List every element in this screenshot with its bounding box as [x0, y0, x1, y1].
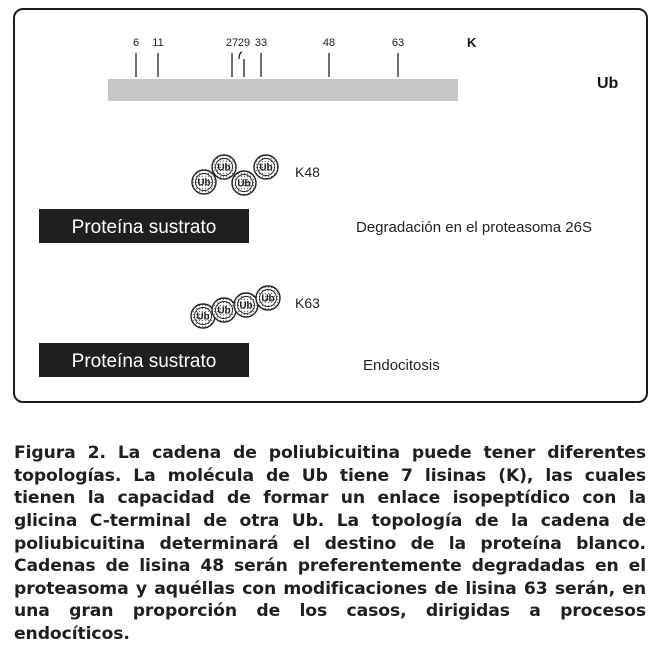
ub-bead: [256, 286, 280, 310]
k48-ub-chain: [192, 155, 278, 195]
lysine-tick-label: 48: [322, 37, 336, 49]
k48-fate-label: Degradación en el proteasoma 26S: [356, 219, 592, 236]
k48-chain: [39, 155, 592, 243]
lysine-axis-label: K: [467, 35, 477, 50]
lysine-ticks: [133, 37, 404, 77]
lysine-tick-label: 63: [391, 37, 405, 49]
k48-substrate-label: Proteína sustrato: [71, 217, 217, 238]
lysine-tick-label: 27: [225, 37, 239, 49]
ub-molecule-bar: [108, 79, 458, 101]
ub-bead: [212, 155, 236, 179]
lysine-tick-label: 11: [152, 37, 164, 49]
svg-text:Ub: Ub: [259, 162, 273, 174]
svg-text:Ub: Ub: [261, 293, 275, 305]
ub-molecule-label: Ub: [597, 75, 619, 92]
k48-label: K48: [295, 164, 320, 180]
svg-text:Ub: Ub: [196, 311, 210, 323]
k63-chain: [39, 286, 440, 377]
k63-ub-chain: [191, 286, 280, 328]
svg-text:Ub: Ub: [217, 305, 231, 317]
lysine-tick-hook: [239, 52, 242, 59]
figure-frame: [13, 8, 648, 403]
k63-substrate-label: Proteína sustrato: [71, 351, 217, 372]
ub-bead: [232, 171, 256, 195]
ub-bead: [254, 155, 278, 179]
ub-bead: [191, 304, 215, 328]
ub-bead: [234, 293, 258, 317]
k63-fate-label: Endocitosis: [363, 357, 440, 374]
figure-caption: Figura 2. La cadena de poliubicuitina puede tener diferentes topologías. La molécula de Ub tiene 7 lisinas (K), las cuales tienen la capacidad de formar un enlace isopeptídico con la glicina C-terminal de otra Ub. La topología de la cadena de poliubicuitina determinará el destino de la proteína blanco. Cadenas de lisina 48 serán preferentemente degradadas en el proteasoma y aquéllas con modificaciones de lisina 63 serán, en una gran proporción de los casos, dirigidas a procesos endocíticos.: [14, 443, 646, 644]
svg-text:Ub: Ub: [197, 177, 211, 189]
k63-label: K63: [295, 295, 320, 311]
ub-bead: [192, 170, 216, 194]
svg-text:Ub: Ub: [217, 162, 231, 174]
svg-text:Ub: Ub: [237, 178, 251, 190]
lysine-tick-label: 33: [254, 37, 268, 49]
lysine-tick-label: 6: [132, 37, 140, 49]
lysine-tick-label: 29: [237, 37, 251, 49]
ubiquitin-topology-diagram: [15, 10, 646, 401]
svg-text:Ub: Ub: [239, 300, 253, 312]
ub-bead: [212, 298, 236, 322]
